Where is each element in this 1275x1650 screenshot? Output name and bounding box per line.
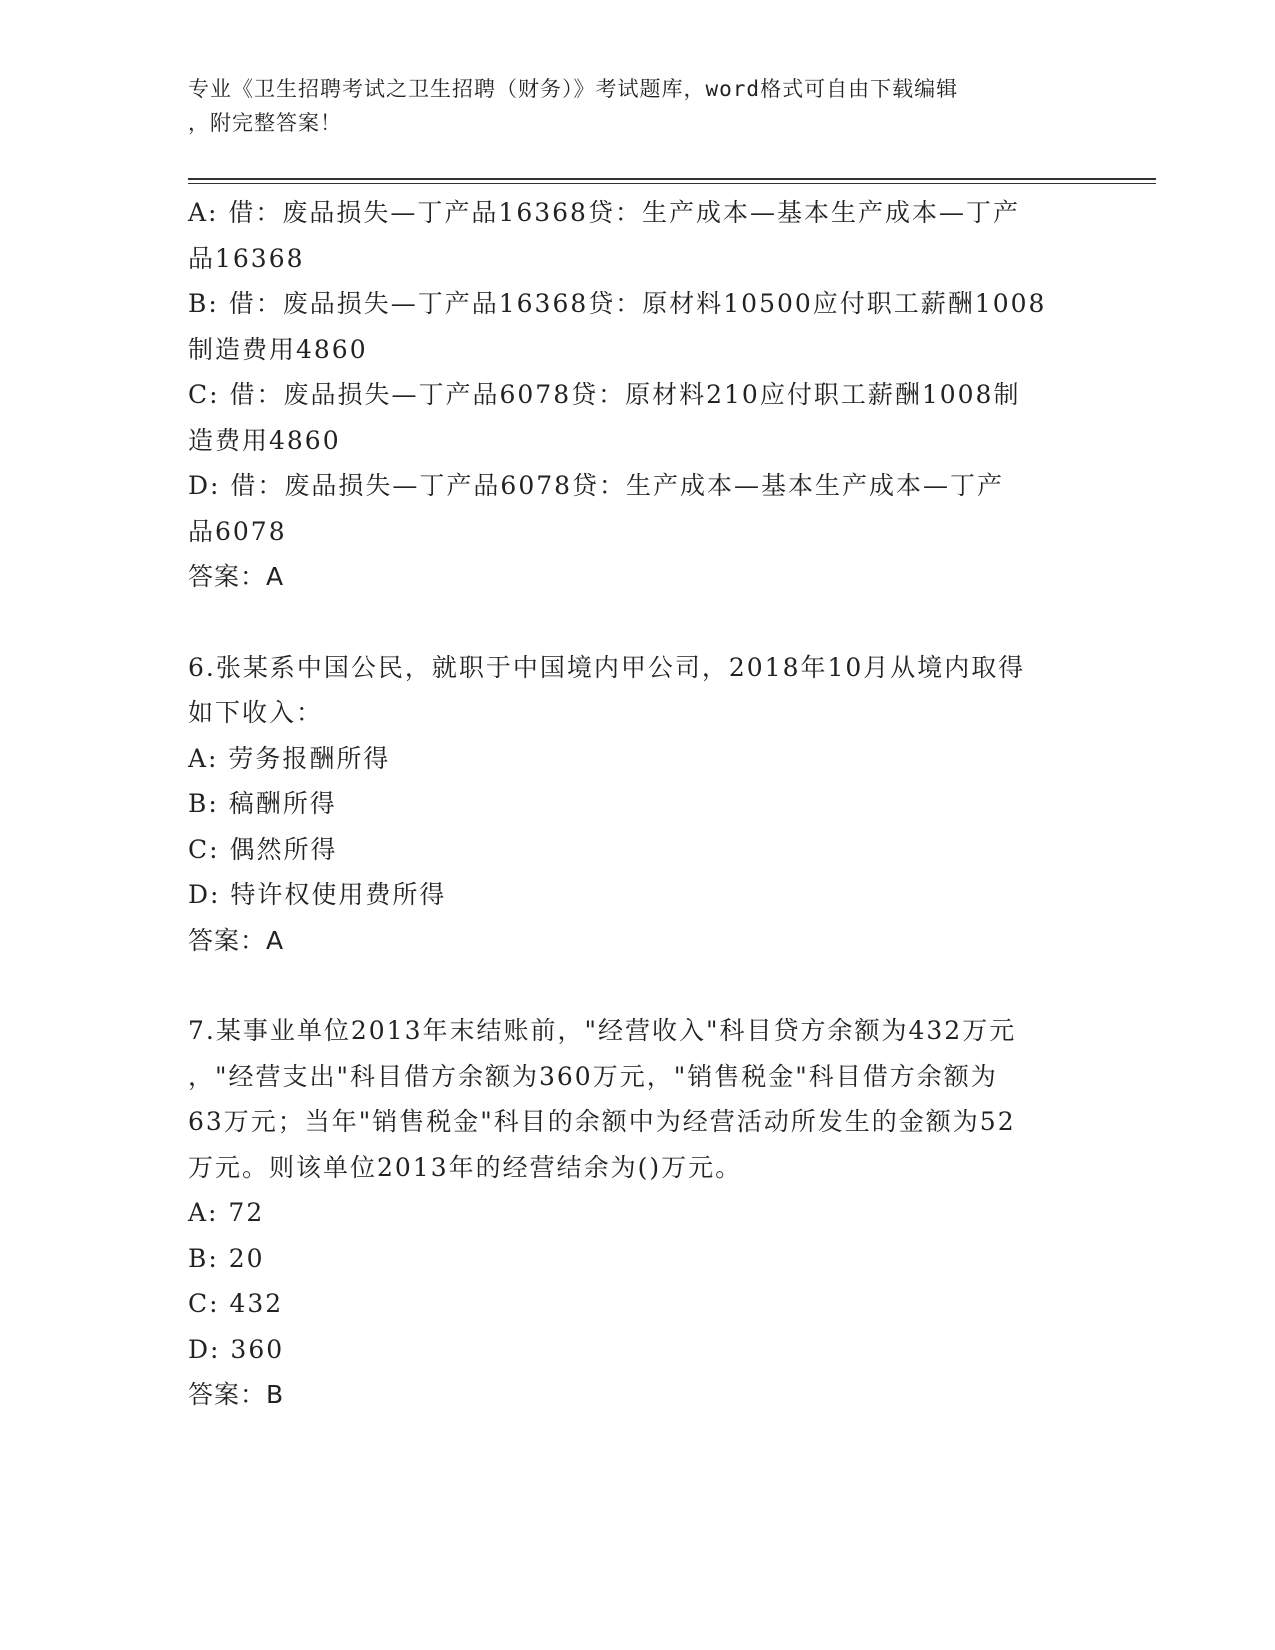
option-a: A: 劳务报酬所得 xyxy=(188,743,391,773)
question-5-block xyxy=(188,190,1088,600)
question-stem-line-3: 63万元；当年"销售税金"科目的余额中为经营活动所发生的金额为52 xyxy=(188,1107,1016,1136)
header-divider-thick xyxy=(188,178,1156,180)
option-b-line-1: B: 借：废品损失—丁产品16368贷：原材料10500应付职工薪酬1008 xyxy=(188,289,1047,318)
question-content xyxy=(188,190,1088,1418)
option-a: A: 72 xyxy=(188,1198,265,1227)
option-c-line-1: C: 借：废品损失—丁产品6078贷：原材料210应付职工薪酬1008制 xyxy=(188,380,1021,409)
spacer xyxy=(188,600,1088,645)
option-b: B: 20 xyxy=(188,1243,265,1273)
document-header xyxy=(188,72,1088,140)
option-b: B: 稿酬所得 xyxy=(188,789,337,818)
answer-label: 答案：A xyxy=(188,562,285,591)
question-stem-line-4: 万元。则该单位2013年的经营结余为()万元。 xyxy=(188,1152,743,1182)
option-d: D: 360 xyxy=(188,1334,285,1364)
spacer xyxy=(188,963,1088,1008)
question-stem-line-1: 7.某事业单位2013年末结账前，"经营收入"科目贷方余额为432万元 xyxy=(188,1016,1017,1045)
option-a-line-1: A: 借：废品损失—丁产品16368贷：生产成本—基本生产成本—丁产 xyxy=(188,198,1020,227)
option-d: D: 特许权使用费所得 xyxy=(188,880,447,909)
answer-label: 答案：A xyxy=(188,925,285,955)
header-line-2: ，附完整答案！ xyxy=(188,111,342,135)
header-divider-thin xyxy=(188,183,1156,184)
option-c-line-2: 造费用4860 xyxy=(188,425,341,455)
question-stem-line-2: 如下收入： xyxy=(188,698,324,727)
option-b-line-2: 制造费用4860 xyxy=(188,334,368,364)
question-stem-line-2: ，"经营支出"科目借方余额为360万元，"销售税金"科目借方余额为 xyxy=(188,1061,998,1091)
question-6-block xyxy=(188,645,1088,964)
option-c: C: 偶然所得 xyxy=(188,834,338,864)
option-d-line-1: D: 借：废品损失—丁产品6078贷：生产成本—基本生产成本—丁产 xyxy=(188,471,1005,500)
answer-label: 答案：B xyxy=(188,1380,285,1409)
question-7-block xyxy=(188,1008,1088,1418)
option-d-line-2: 品6078 xyxy=(188,516,287,546)
option-a-line-2: 品16368 xyxy=(188,243,305,273)
header-line-1: 专业《卫生招聘考试之卫生招聘（财务）》考试题库，word格式可自由下载编辑 xyxy=(188,77,959,101)
question-stem-line-1: 6.张某系中国公民，就职于中国境内甲公司，2018年10月从境内取得 xyxy=(188,652,1026,682)
option-c: C: 432 xyxy=(188,1289,284,1318)
